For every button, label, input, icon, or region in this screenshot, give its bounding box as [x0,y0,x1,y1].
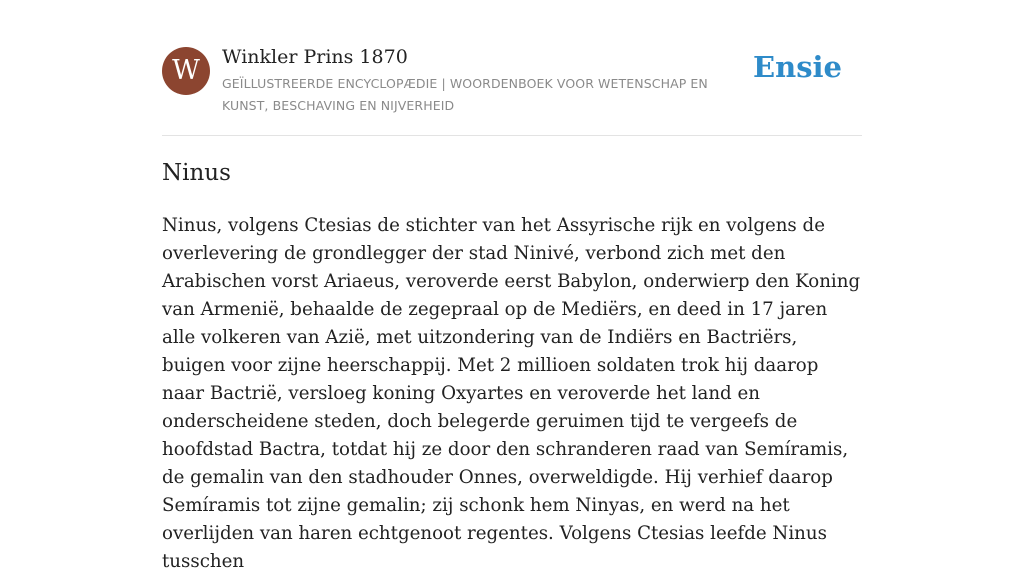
article-body: Ninus, volgens Ctesias de stichter van het Assyrische rijk en volgens de overlevering de grondlegger der stad Ninivé, verbond zich met den Arabischen vorst Ariaeus, veroverde eerst Babylon, onderwierp den Koning van Armenië, behaalde de zegepraal op de Mediërs, en deed in 17 jaren alle volkeren van Azië, met uitzondering van de Indiërs en Bactriërs, buigen voor zijne heerschappij. Met 2 millioen soldaten trok hij daarop naar Bactrië, versloeg koning Oxyartes en veroverde het land en onderscheidene steden, doch belegerde geruimen tijd te vergeefs de hoofdstad Bactra, totdat hij ze door den schranderen raad van Semíramis, de gemalin van den stadhouder Onnes, overweldigde. Hij verhief daarop Semíramis tot zijne gemalin; zij schonk hem Ninyas, en werd na het overlijden van haren echtgenoot regentes. Volgens Ctesias leefde Ninus tusschen [162,215,861,572]
header-divider [162,135,862,136]
source-title-link[interactable]: Winkler Prins 1870 [222,46,408,68]
source-header [162,46,862,136]
ensie-logo-link[interactable]: Ensie [753,50,842,84]
source-subtitle: GEÏLLUSTREERDE ENCYCLOPÆDIE | WOORDENBOEK VOOR WETENSCHAP EN KUNST, BESCHAVING EN NIJVERHEID [222,76,708,113]
article-title: Ninus [162,160,231,186]
source-avatar[interactable]: W [162,47,210,95]
